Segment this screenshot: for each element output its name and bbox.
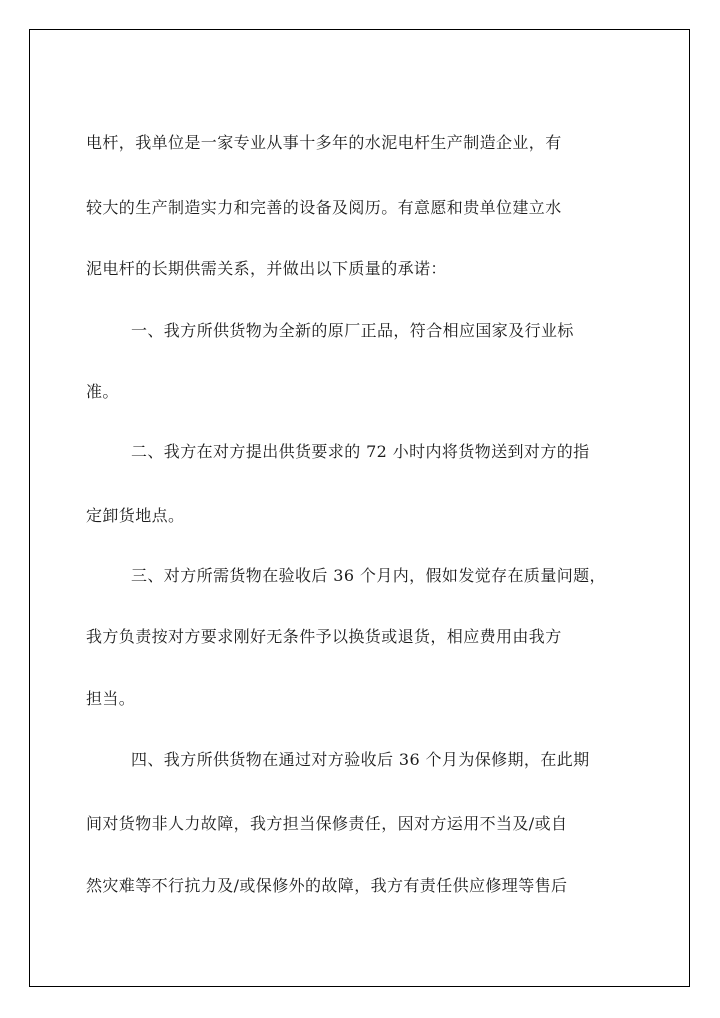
paragraph-line: 准。: [86, 382, 119, 401]
paragraph-line: 泥电杆的长期供需关系，并做出以下质量的承诺：: [86, 259, 447, 278]
paragraph-line: 二、我方在对方提出供货要求的 72 小时内将货物送到对方的指: [131, 442, 590, 461]
paragraph-line: 较大的生产制造实力和完善的设备及阅历。有意愿和贵单位建立水: [86, 198, 562, 217]
paragraph-line: 我方负责按对方要求刚好无条件予以换货或退货，相应费用由我方: [86, 627, 562, 646]
paragraph-line: 担当。: [86, 689, 136, 708]
paragraph-line: 一、我方所供货物为全新的原厂正品，符合相应国家及行业标: [131, 321, 574, 340]
paragraph-line: 三、对方所需货物在验收后 36 个月内，假如发觉存在质量问题，: [131, 566, 606, 585]
paragraph-line: 间对货物非人力故障，我方担当保修责任，因对方运用不当及/或自: [86, 814, 568, 833]
paragraph-line: 四、我方所供货物在通过对方验收后 36 个月为保修期，在此期: [131, 750, 590, 769]
paragraph-line: 电杆，我单位是一家专业从事十多年的水泥电杆生产制造企业，有: [86, 133, 562, 152]
paragraph-line: 定卸货地点。: [86, 506, 185, 525]
paragraph-line: 然灾难等不行抗力及/或保修外的故障，我方有责任供应修理等售后: [86, 876, 568, 895]
